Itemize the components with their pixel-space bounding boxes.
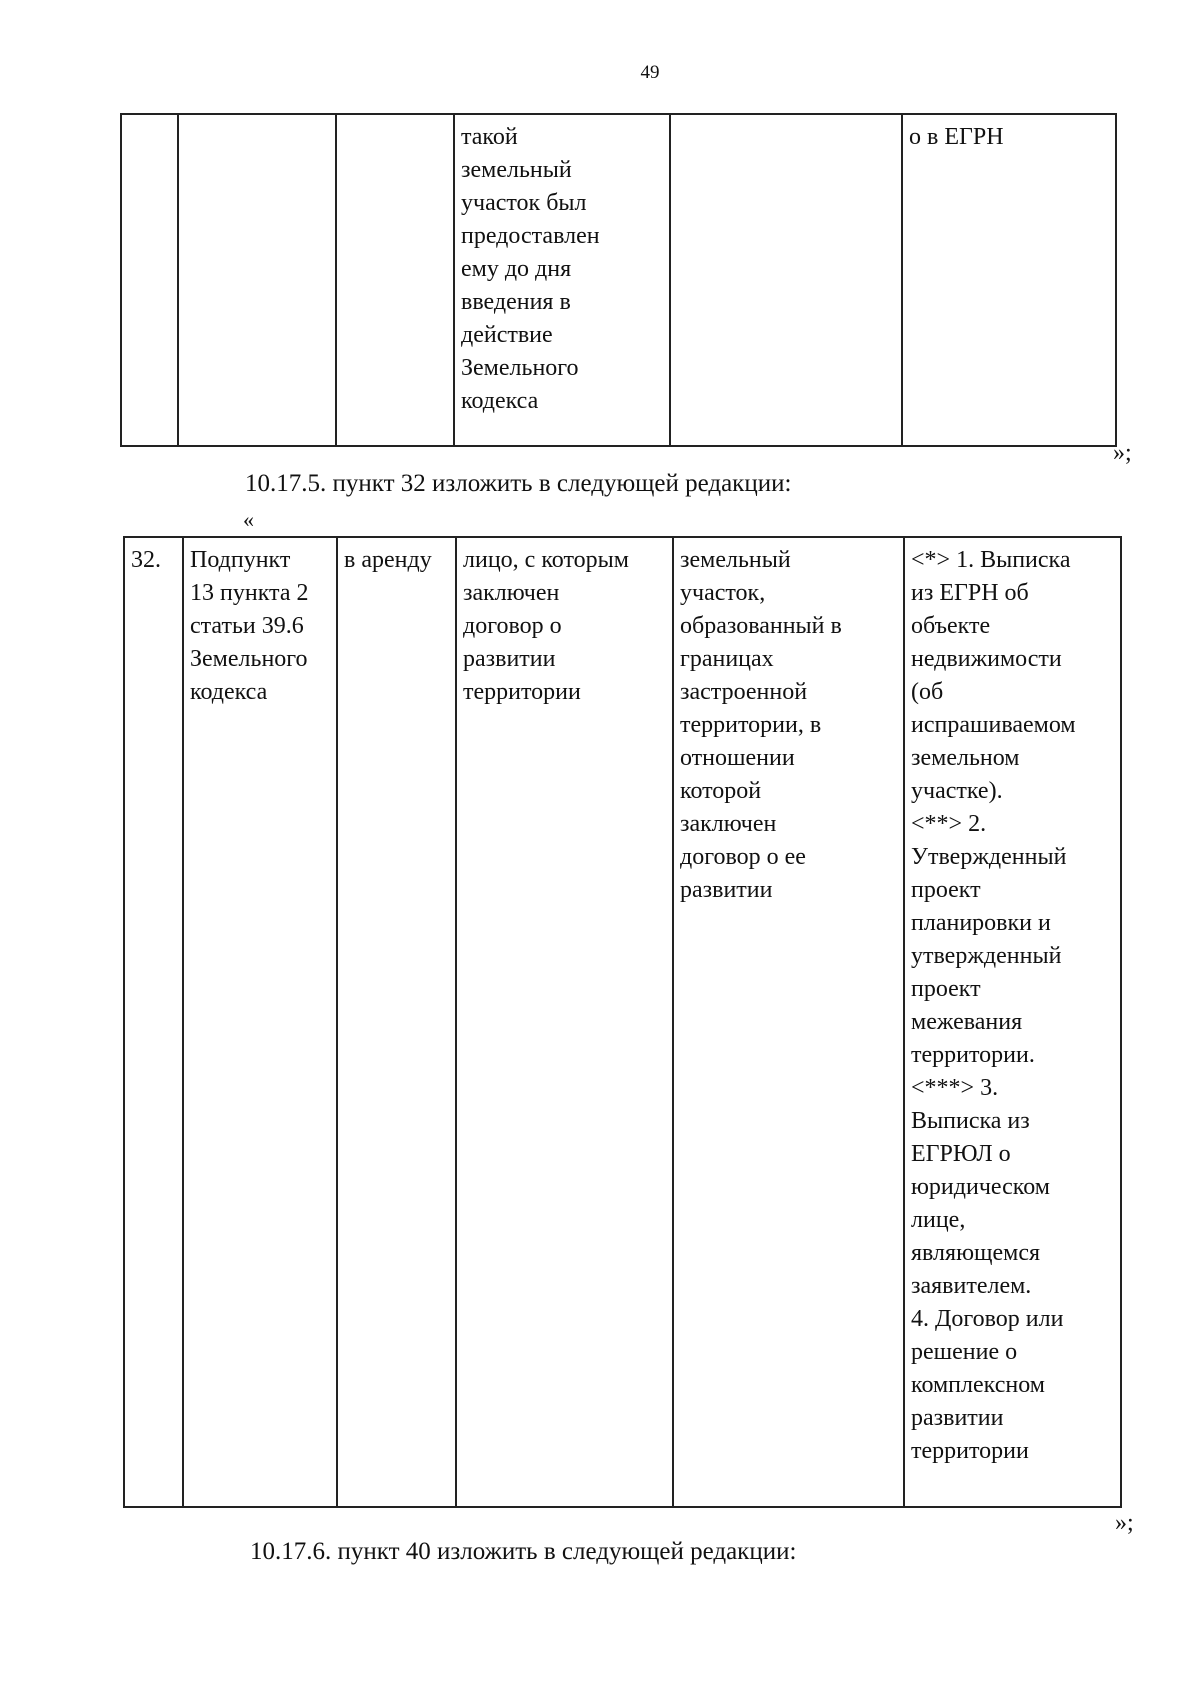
text-line: комплексном [911,1372,1045,1398]
cell-applicant [454,114,670,446]
text-line: лице, [911,1207,966,1233]
cell-type [336,114,454,446]
text-line: ему до дня [461,256,572,282]
text-line: договор о [463,613,562,639]
text-line: <***> 3. [911,1075,999,1101]
page-number: 49 [640,62,660,83]
text-line: территории [911,1438,1029,1464]
text-line: заключен [463,580,560,606]
text-line: территории, в [680,712,822,738]
table-row [121,114,1116,446]
text-line: лицо, с которым [463,547,629,573]
text-line: 4. Договор или [911,1306,1064,1332]
text-line: являющемся [911,1240,1041,1266]
text-line: проект [911,976,981,1002]
text-line: предоставлен [461,223,600,249]
cell-number [121,114,178,446]
text-line: территории. [911,1042,1035,1068]
text-line: земельный [680,547,791,573]
cell-type [337,537,456,1507]
text-line: 32. [131,547,161,573]
text-line: границах [680,646,774,672]
text-line: развитии [680,877,773,903]
text-line: (об [911,679,944,705]
cell-basis [183,537,337,1507]
closing-quote: »; [1113,440,1132,466]
cell-basis [178,114,336,446]
text-line: участке). [911,778,1003,804]
text-line: введения в [461,289,571,315]
text-line: утвержденный [911,943,1062,969]
text-line: земельном [911,745,1020,771]
text-line: отношении [680,745,795,771]
text-line: Утвержденный [911,844,1067,870]
text-line: 13 пункта 2 [190,580,309,606]
text-line: действие [461,322,553,348]
text-line: проект [911,877,981,903]
text-line: застроенной [680,679,808,705]
text-line: Выписка из [911,1108,1030,1134]
text-line: недвижимости [911,646,1062,672]
text-line: объекте [911,613,991,639]
text-line: <**> 2. [911,811,987,837]
text-line: кодекса [190,679,268,705]
text-line: которой [680,778,762,804]
text-line: из ЕГРН об [911,580,1029,606]
text-line: территории [463,679,581,705]
table-continuation [120,113,1117,447]
text-line: развитии [463,646,556,672]
paragraph-10-17-6: 10.17.6. пункт 40 изложить в следующей редакции: [250,1538,797,1565]
text-line: развитии [911,1405,1004,1431]
opening-quote: « [243,507,254,532]
text-line: Земельного [190,646,308,672]
text-line: испрашиваемом [911,712,1076,738]
text-line: о в ЕГРН [909,124,1004,150]
text-line: в аренду [344,547,432,573]
text-line: кодекса [461,388,539,414]
text-line: ЕГРЮЛ о [911,1141,1011,1167]
cell-documents [902,114,1116,446]
cell-number [124,537,183,1507]
closing-quote: »; [1115,1510,1134,1536]
text-line: юридическом [911,1174,1050,1200]
cell-applicant [456,537,673,1507]
text-line: участок, [680,580,766,606]
text-line: участок был [461,190,587,216]
text-line: договор о ее [680,844,806,870]
text-line: статьи 39.6 [190,613,304,639]
text-line: заключен [680,811,777,837]
text-line: заявителем. [911,1273,1032,1299]
text-line: <*> 1. Выписка [911,547,1071,573]
text-line: Подпункт [190,547,291,573]
text-line: образованный в [680,613,842,639]
text-line: земельный [461,157,572,183]
cell-parcel [670,114,902,446]
cell-parcel [673,537,904,1507]
paragraph-10-17-5: 10.17.5. пункт 32 изложить в следующей редакции: [245,470,792,497]
text-line: решение о [911,1339,1018,1365]
text-line: такой [461,124,518,150]
text-line: планировки и [911,910,1051,936]
text-line: Земельного [461,355,579,381]
text-line: межевания [911,1009,1023,1035]
cell-documents [904,537,1121,1507]
table-item-32 [123,536,1122,1508]
table-row [124,537,1121,1507]
